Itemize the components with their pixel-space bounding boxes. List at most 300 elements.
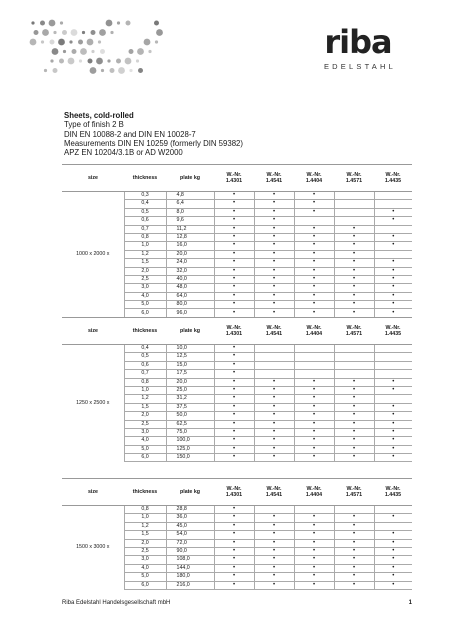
plate-kg-cell: 45,0 [166, 522, 214, 530]
logo-dot [136, 59, 139, 62]
availability-cell: • [374, 514, 412, 522]
availability-cell [334, 353, 374, 361]
availability-cell: • [254, 531, 294, 539]
availability-cell: • [374, 437, 412, 445]
availability-cell: • [294, 192, 334, 200]
thickness-cell: 0,8 [124, 506, 166, 514]
availability-cell: • [254, 259, 294, 267]
grade-header [374, 165, 412, 192]
availability-cell [334, 506, 374, 514]
availability-cell: • [334, 420, 374, 428]
availability-cell: • [214, 217, 254, 225]
plate-kg-cell: 4,8 [166, 192, 214, 200]
thickness-cell: 1,5 [124, 259, 166, 267]
availability-cell: • [254, 200, 294, 208]
logo-dot [106, 20, 113, 27]
logo-dot [90, 67, 97, 74]
logo-dot [59, 59, 64, 64]
product-intro [64, 111, 243, 157]
availability-cell: • [374, 292, 412, 300]
thickness-cell: 1,2 [124, 250, 166, 258]
availability-cell [254, 345, 294, 353]
thickness-header: thickness [124, 165, 166, 192]
availability-cell: • [214, 412, 254, 420]
plate-kg-cell: 25,0 [166, 386, 214, 394]
logo-dot [98, 40, 101, 43]
grade-number: 1.4571 [345, 178, 363, 184]
grade-number: 1.4435 [384, 331, 402, 337]
plate-kg-cell: 100,0 [166, 437, 214, 445]
grade-number: 1.4541 [265, 331, 283, 337]
plate-kg-cell: 48,0 [166, 284, 214, 292]
logo-dot [125, 58, 132, 65]
thickness-cell: 6,0 [124, 309, 166, 317]
logo-dot [91, 30, 96, 35]
grade-header [294, 165, 334, 192]
availability-cell: • [294, 564, 334, 572]
thickness-header: thickness [124, 479, 166, 506]
grade-number: 1.4404 [305, 331, 323, 337]
availability-cell [334, 361, 374, 369]
logo-dot [110, 31, 113, 34]
availability-cell: • [294, 284, 334, 292]
logo-dot [156, 29, 163, 36]
plate-kg-cell: 50,0 [166, 412, 214, 420]
thickness-header: thickness [124, 318, 166, 345]
availability-cell: • [294, 522, 334, 530]
availability-cell [374, 395, 412, 403]
header-row [62, 318, 412, 345]
logo-dot [52, 48, 59, 55]
availability-cell [374, 192, 412, 200]
logo-dot [154, 21, 159, 26]
logo-dot [72, 49, 77, 54]
availability-cell: • [254, 428, 294, 436]
availability-cell: • [214, 267, 254, 275]
availability-cell [254, 353, 294, 361]
availability-cell: • [374, 428, 412, 436]
availability-cell: • [334, 292, 374, 300]
availability-cell: • [334, 581, 374, 589]
footer-company: Riba Edelstahl Handelsgesellschaft mbH [62, 600, 171, 606]
grade-prefix: W.-Nr. [346, 485, 362, 492]
plate-kg-header: plate kg [166, 479, 214, 506]
availability-cell: • [214, 395, 254, 403]
availability-cell: • [254, 250, 294, 258]
availability-cell [374, 506, 412, 514]
size-cell: 1250 x 2500 x [62, 345, 124, 462]
grade-prefix: W.-Nr. [266, 485, 282, 492]
logo-dot [117, 21, 120, 24]
sheet-table-1250x2500 [62, 317, 412, 462]
availability-cell: • [294, 267, 334, 275]
availability-cell: • [334, 531, 374, 539]
availability-cell: • [294, 428, 334, 436]
availability-cell: • [294, 250, 334, 258]
availability-cell: • [214, 378, 254, 386]
logo-dot [100, 49, 105, 54]
availability-cell [294, 353, 334, 361]
availability-cell: • [374, 454, 412, 462]
spec-line: DIN EN 10088-2 and DIN EN 10028-7 [64, 129, 196, 139]
grade-header [214, 479, 254, 506]
availability-cell [334, 208, 374, 216]
logo-dot [68, 58, 75, 65]
availability-cell: • [294, 200, 334, 208]
logo-dot [87, 39, 94, 46]
plate-kg-cell: 15,0 [166, 361, 214, 369]
availability-cell: • [334, 454, 374, 462]
plate-kg-cell: 144,0 [166, 564, 214, 572]
availability-cell: • [254, 403, 294, 411]
availability-cell: • [294, 242, 334, 250]
availability-cell: • [214, 506, 254, 514]
size-header: size [62, 165, 124, 192]
plate-kg-cell: 54,0 [166, 531, 214, 539]
grade-header [334, 165, 374, 192]
thickness-cell: 0,4 [124, 200, 166, 208]
thickness-cell: 1,5 [124, 403, 166, 411]
availability-cell: • [214, 233, 254, 241]
availability-cell: • [214, 556, 254, 564]
availability-cell: • [254, 378, 294, 386]
grade-prefix: W.-Nr. [306, 324, 322, 331]
thickness-cell: 2,5 [124, 420, 166, 428]
availability-cell: • [254, 445, 294, 453]
availability-cell: • [294, 233, 334, 241]
availability-cell [294, 361, 334, 369]
grade-header [334, 479, 374, 506]
plate-kg-cell: 216,0 [166, 581, 214, 589]
logo-dot [34, 30, 39, 35]
availability-cell: • [374, 378, 412, 386]
logo-dot [99, 29, 106, 36]
logo-dot [49, 20, 56, 27]
availability-cell [294, 345, 334, 353]
plate-kg-cell: 11,2 [166, 225, 214, 233]
plate-kg-cell: 20,0 [166, 378, 214, 386]
logo-dot [78, 40, 83, 45]
availability-cell: • [254, 309, 294, 317]
header-row [62, 165, 412, 192]
availability-cell [374, 370, 412, 378]
grade-prefix: W.-Nr. [306, 485, 322, 492]
grade-header [254, 479, 294, 506]
availability-cell: • [294, 539, 334, 547]
logo-dot [91, 50, 94, 53]
logo-dot [107, 59, 110, 62]
availability-cell: • [374, 275, 412, 283]
availability-cell [334, 370, 374, 378]
availability-cell: • [294, 378, 334, 386]
sheet-table-1000x2000 [62, 164, 412, 318]
logo-dot [60, 21, 63, 24]
availability-cell: • [334, 539, 374, 547]
thickness-cell: 1,0 [124, 242, 166, 250]
availability-cell: • [294, 292, 334, 300]
grade-header [254, 318, 294, 345]
thickness-cell: 5,0 [124, 445, 166, 453]
availability-cell: • [294, 259, 334, 267]
logo-dot [118, 67, 125, 74]
logo-dot [31, 21, 34, 24]
logo-dot [44, 69, 47, 72]
logo-dot [30, 39, 37, 46]
availability-cell: • [294, 412, 334, 420]
logo-dot [126, 21, 131, 26]
logo-dot [82, 31, 85, 34]
availability-cell [254, 506, 294, 514]
availability-cell: • [334, 395, 374, 403]
logo-dot [129, 49, 134, 54]
plate-kg-cell: 36,0 [166, 514, 214, 522]
grade-prefix: W.-Nr. [385, 171, 401, 178]
availability-cell: • [374, 556, 412, 564]
thickness-cell: 0,6 [124, 217, 166, 225]
availability-cell: • [214, 200, 254, 208]
table-row [62, 192, 412, 200]
availability-cell: • [214, 284, 254, 292]
availability-cell: • [254, 514, 294, 522]
plate-kg-cell: 6,4 [166, 200, 214, 208]
availability-cell: • [254, 454, 294, 462]
availability-cell: • [214, 259, 254, 267]
grade-prefix: W.-Nr. [346, 171, 362, 178]
availability-cell: • [334, 267, 374, 275]
plate-kg-cell: 12,5 [166, 353, 214, 361]
thickness-cell: 1,2 [124, 395, 166, 403]
availability-cell: • [334, 233, 374, 241]
logo-dot [116, 59, 121, 64]
thickness-cell: 4,0 [124, 292, 166, 300]
availability-cell: • [254, 556, 294, 564]
availability-cell [374, 353, 412, 361]
availability-cell: • [374, 412, 412, 420]
availability-cell: • [334, 428, 374, 436]
grade-prefix: W.-Nr. [226, 485, 242, 492]
availability-cell: • [374, 581, 412, 589]
availability-cell: • [294, 437, 334, 445]
availability-cell: • [254, 522, 294, 530]
availability-cell: • [214, 564, 254, 572]
logo-dot [53, 31, 56, 34]
availability-cell: • [214, 292, 254, 300]
logo-dot [71, 29, 78, 36]
availability-cell: • [254, 581, 294, 589]
availability-cell [374, 522, 412, 530]
availability-cell: • [214, 386, 254, 394]
availability-cell: • [254, 301, 294, 309]
availability-cell: • [334, 547, 374, 555]
logo-dot [42, 29, 49, 36]
thickness-cell: 4,0 [124, 437, 166, 445]
table-row [62, 345, 412, 353]
plate-kg-cell: 125,0 [166, 445, 214, 453]
availability-cell: • [374, 420, 412, 428]
thickness-cell: 3,0 [124, 428, 166, 436]
availability-cell: • [294, 301, 334, 309]
availability-cell: • [254, 292, 294, 300]
logo-dot [80, 48, 87, 55]
plate-kg-cell: 180,0 [166, 573, 214, 581]
plate-kg-cell: 31,2 [166, 395, 214, 403]
availability-cell: • [294, 514, 334, 522]
availability-cell: • [254, 539, 294, 547]
availability-cell: • [214, 192, 254, 200]
availability-cell: • [254, 420, 294, 428]
thickness-cell: 4,0 [124, 564, 166, 572]
availability-cell: • [294, 420, 334, 428]
grade-number: 1.4404 [305, 178, 323, 184]
availability-cell: • [254, 217, 294, 225]
availability-cell: • [294, 556, 334, 564]
availability-cell: • [334, 412, 374, 420]
availability-cell: • [334, 556, 374, 564]
availability-cell: • [334, 242, 374, 250]
availability-cell [254, 361, 294, 369]
grade-header [294, 479, 334, 506]
availability-cell: • [334, 275, 374, 283]
availability-cell: • [294, 531, 334, 539]
grade-number: 1.4301 [225, 492, 243, 498]
availability-cell: • [334, 259, 374, 267]
logo-dot [58, 39, 65, 46]
availability-cell: • [214, 437, 254, 445]
grade-header [334, 318, 374, 345]
thickness-cell: 0,6 [124, 361, 166, 369]
thickness-cell: 0,4 [124, 345, 166, 353]
availability-cell: • [254, 284, 294, 292]
availability-cell: • [294, 573, 334, 581]
thickness-cell: 2,0 [124, 267, 166, 275]
logo-dot [63, 50, 66, 53]
availability-cell: • [214, 531, 254, 539]
grade-number: 1.4301 [225, 331, 243, 337]
plate-kg-cell: 72,0 [166, 539, 214, 547]
logo-dot [110, 68, 115, 73]
availability-cell: • [214, 208, 254, 216]
availability-cell: • [334, 437, 374, 445]
plate-kg-cell: 9,6 [166, 217, 214, 225]
availability-cell: • [334, 514, 374, 522]
availability-cell: • [254, 192, 294, 200]
plate-kg-cell: 17,5 [166, 370, 214, 378]
thickness-cell: 2,5 [124, 275, 166, 283]
availability-cell: • [254, 275, 294, 283]
availability-cell: • [214, 454, 254, 462]
availability-cell: • [214, 345, 254, 353]
availability-cell: • [374, 531, 412, 539]
availability-cell: • [334, 284, 374, 292]
logo-dot [101, 69, 104, 72]
thickness-cell: 0,5 [124, 208, 166, 216]
grade-prefix: W.-Nr. [226, 324, 242, 331]
logo-dot [40, 21, 45, 26]
grade-number: 1.4301 [225, 178, 243, 184]
thickness-cell: 2,5 [124, 547, 166, 555]
availability-cell: • [294, 395, 334, 403]
logo-dot [62, 30, 67, 35]
grade-prefix: W.-Nr. [226, 171, 242, 178]
availability-cell: • [294, 581, 334, 589]
availability-cell: • [214, 309, 254, 317]
availability-cell [294, 217, 334, 225]
grade-header [214, 318, 254, 345]
plate-kg-cell: 108,0 [166, 556, 214, 564]
availability-cell: • [374, 573, 412, 581]
logo-dot [138, 68, 143, 73]
thickness-cell: 5,0 [124, 573, 166, 581]
availability-cell: • [214, 225, 254, 233]
availability-cell: • [254, 208, 294, 216]
availability-cell: • [374, 564, 412, 572]
availability-cell: • [254, 242, 294, 250]
grade-number: 1.4571 [345, 492, 363, 498]
availability-cell: • [294, 386, 334, 394]
availability-cell: • [294, 275, 334, 283]
brand-logo [320, 23, 396, 71]
page-number: 1 [408, 600, 412, 606]
availability-cell: • [334, 564, 374, 572]
grade-number: 1.4404 [305, 492, 323, 498]
plate-kg-cell: 90,0 [166, 547, 214, 555]
header-row [62, 479, 412, 506]
availability-cell: • [374, 259, 412, 267]
availability-cell: • [254, 386, 294, 394]
thickness-cell: 3,0 [124, 284, 166, 292]
grade-number: 1.4541 [265, 178, 283, 184]
grade-prefix: W.-Nr. [306, 171, 322, 178]
grade-number: 1.4541 [265, 492, 283, 498]
availability-cell: • [294, 454, 334, 462]
availability-cell: • [214, 250, 254, 258]
spec-line: Measurements DIN EN 10259 (formerly DIN 59382) [64, 138, 243, 148]
dot-pattern-logo [28, 18, 168, 78]
availability-cell: • [374, 301, 412, 309]
size-header: size [62, 479, 124, 506]
spec-line: Type of finish 2 B [64, 120, 124, 130]
size-cell: 1500 x 3000 x [62, 506, 124, 590]
availability-cell [294, 370, 334, 378]
logo-dot [50, 59, 53, 62]
logo-dot [88, 59, 93, 64]
plate-kg-cell: 20,0 [166, 250, 214, 258]
availability-cell: • [214, 581, 254, 589]
logo-dot [50, 40, 55, 45]
plate-kg-cell: 96,0 [166, 309, 214, 317]
plate-kg-cell: 40,0 [166, 275, 214, 283]
plate-kg-cell: 16,0 [166, 242, 214, 250]
availability-cell: • [214, 514, 254, 522]
availability-cell: • [214, 547, 254, 555]
thickness-cell: 2,0 [124, 539, 166, 547]
availability-cell [334, 217, 374, 225]
availability-cell [374, 345, 412, 353]
availability-cell [294, 506, 334, 514]
availability-cell: • [374, 267, 412, 275]
availability-cell: • [374, 539, 412, 547]
availability-cell [254, 370, 294, 378]
availability-cell: • [254, 225, 294, 233]
plate-kg-cell: 24,0 [166, 259, 214, 267]
availability-cell: • [294, 403, 334, 411]
logo-dot [41, 40, 44, 43]
availability-cell: • [374, 309, 412, 317]
plate-kg-cell: 8,0 [166, 208, 214, 216]
availability-cell: • [214, 275, 254, 283]
grade-number: 1.4571 [345, 331, 363, 337]
brand-name: riba [324, 23, 392, 61]
